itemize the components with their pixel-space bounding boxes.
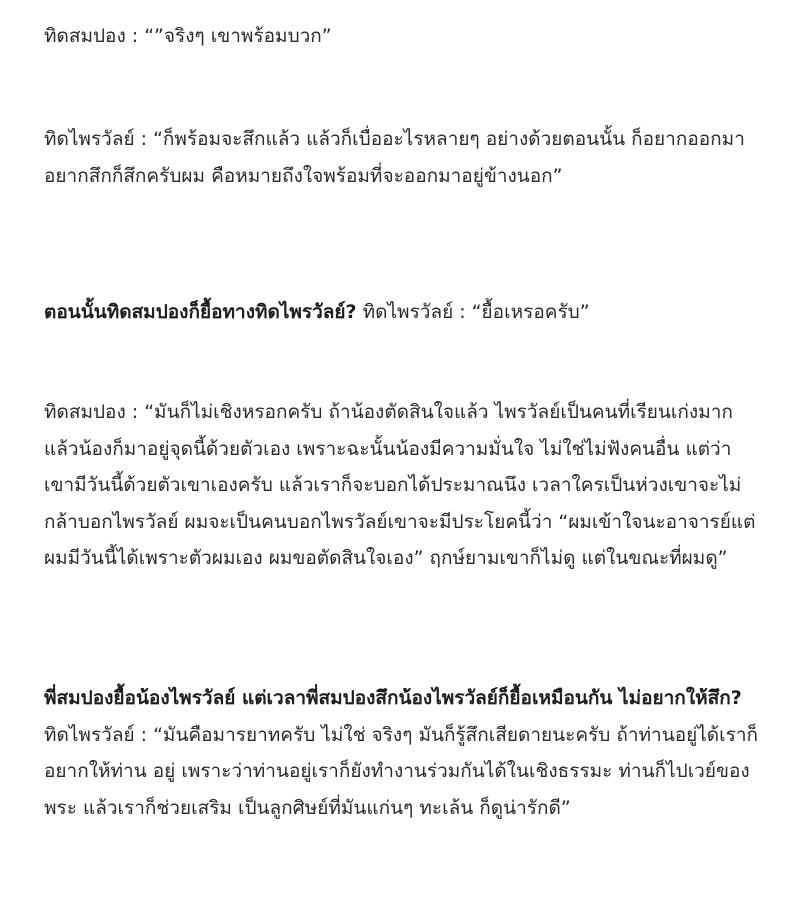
- paragraph-3-text: ทิดไพรวัลย์ : “ยื้อเหรอครับ”: [356, 301, 590, 323]
- paragraph-5-question: พี่สมปองยื้อน้องไพรวัลย์ แต่เวลาพี่สมปองสึกน้องไพรวัลย์ก็ยื้อเหมือนกัน ไม่อยากให้สึก?: [44, 687, 742, 709]
- paragraph-5: [44, 680, 760, 826]
- paragraph-3-question: ตอนนั้นทิดสมปองก็ยื้อทางทิดไพรวัลย์?: [44, 301, 357, 323]
- paragraph-2-text: ทิดไพรวัลย์ : “ก็พร้อมจะสึกแล้ว แล้วก็เบื่ออะไรหลายๆ อย่างด้วยตอนนั้น ก็อยากออกมา อยากสึกก็สึกครับผม คือหมายถึงใจพร้อมที่จะออกมาอยู่ข้างนอก”: [44, 128, 745, 187]
- paragraph-4-text: ทิดสมปอง : “มันก็ไม่เชิงหรอกครับ ถ้าน้องตัดสินใจแล้ว ไพรวัลย์เป็นคนที่เรียนเก่งมาก แล้วน้องก็มาอยู่จุดนี้ด้วยตัวเอง เพราะฉะนั้นน้องมีความมั่นใจ ไม่ใช่ไม่ฟังคนอื่น แต่ว่าเขามีวันนี้ด้วยตัวเขาเองครับ แล้วเราก็จะบอกได้ประมาณนึง เวลาใครเป็นห่วงเขาจะไม่กล้าบอกไพรวัลย์ ผมจะเป็นคนบอกไพรวัลย์เขาจะมีประโยคนี้ว่า “ผมเข้าใจนะอาจารย์แต่ผมมีวันนี้ได้เพราะตัวผมเอง ผมขอตัดสินใจเอง” ฤกษ์ยามเขาก็ไม่ดู แต่ในขณะที่ผมดู”: [44, 401, 756, 569]
- paragraph-4: [44, 394, 760, 577]
- paragraph-1: [44, 18, 332, 55]
- paragraph-1-text: ทิดสมปอง : “”จริงๆ เขาพร้อมบวก”: [44, 25, 332, 47]
- paragraph-5-text: ทิดไพรวัลย์ : “มันคือมารยาทครับ ไม่ใช่ จริงๆ มันก็รู้สึกเสียดายนะครับ ถ้าท่านอยู่ได้เราก็อยากให้ท่าน อยู่ เพราะว่าท่านอยู่เราก็ยังทำงานร่วมกันได้ในเชิงธรรมะ ท่านก็ไปเวย์ของพระ แล้วเราก็ช่วยเสริม เป็นลูกศิษย์ที่มันแก่นๆ ทะเล้น ก็ดูน่ารักดี”: [44, 723, 759, 819]
- paragraph-2: [44, 121, 760, 194]
- paragraph-3: [44, 294, 590, 331]
